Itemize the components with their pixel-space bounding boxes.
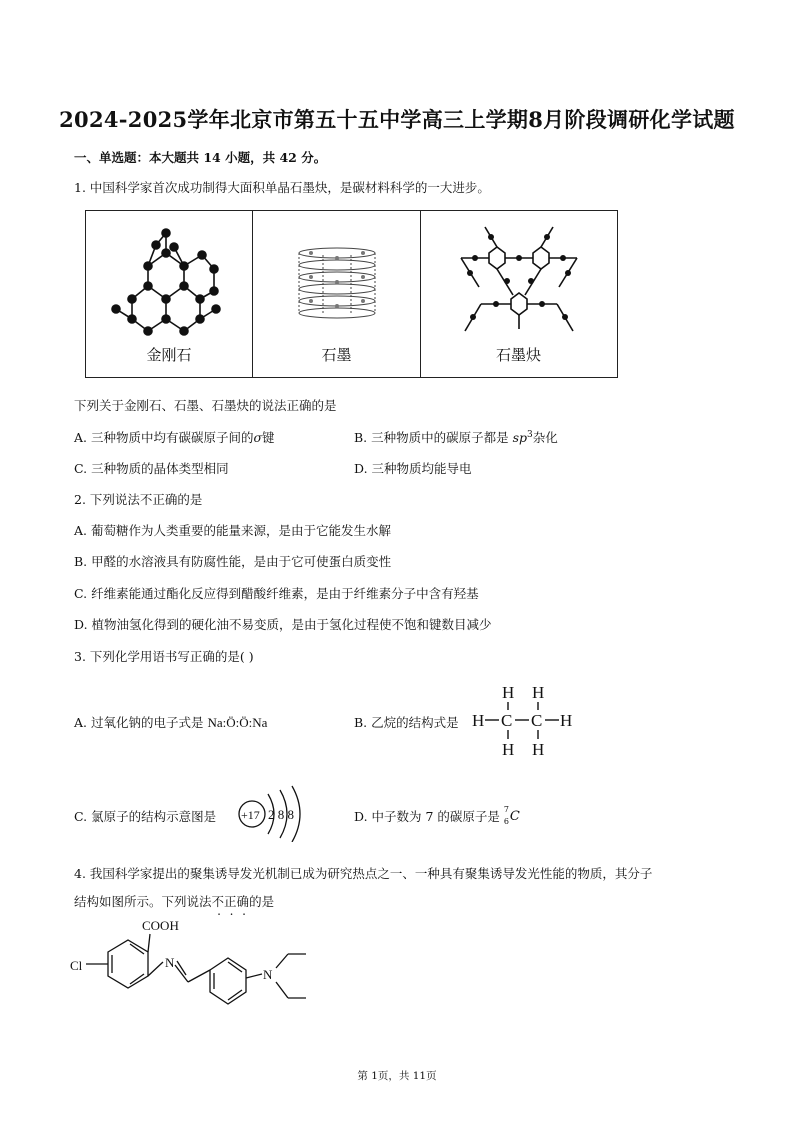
q1-b-text: B. 三种物质中的碳原子都是 <box>354 430 513 445</box>
graphite-panel <box>252 211 420 377</box>
emphasis-char-2: 正 <box>224 894 237 909</box>
ethane-h4: H <box>560 711 573 730</box>
diamond-structure-image <box>86 211 252 351</box>
q3-stem: 3. 下列化学用语书写正确的是( ) <box>74 649 254 664</box>
graphyne-panel <box>420 211 616 377</box>
q3-option-c: C. 氯原子的结构示意图是 <box>74 809 217 824</box>
diamond-panel <box>86 211 252 377</box>
ethane-h1: H <box>502 683 515 702</box>
graphite-structure-image <box>253 211 421 351</box>
isotope-mass: 7 <box>503 804 509 814</box>
sodium-peroxide-formula: Na:Ö:Ö:Na <box>207 715 268 730</box>
graphyne-structure-image <box>421 211 617 351</box>
chlorine-nucleus: +17 <box>241 808 260 822</box>
imine-nitrogen: N <box>165 955 175 970</box>
chlorine-label: Cl <box>70 958 83 973</box>
q3-a-text: A. 过氧化钠的电子式是 <box>74 715 208 730</box>
chlorine-shells: 2 8 8 <box>268 807 294 822</box>
q3-option-b: B. 乙烷的结构式是 <box>354 715 459 730</box>
sp-superscript: 3 <box>527 429 533 440</box>
q1-a-tail: 键 <box>262 430 275 445</box>
sp-symbol: sp <box>512 430 528 445</box>
q4-stem-line1: 4. 我国科学家提出的聚集诱导发光机制已成为研究热点之一、一种具有聚集诱导发光性能的物质，其分子 <box>74 866 653 881</box>
carbon-isotope <box>503 804 524 826</box>
q1-b-tail: 杂化 <box>532 430 558 445</box>
q2-option-d: D. 植物油氢化得到的硬化油不易变质，是由于氢化过程使不饱和键数目减少 <box>74 617 492 632</box>
emphasis-char-1: 不 <box>211 894 225 909</box>
q1-option-a <box>74 428 275 446</box>
q1-option-d: D. 三种物质均能导电 <box>354 461 472 476</box>
q1-a-text: A. 三种物质中均有碳碳原子间的 <box>74 430 254 445</box>
q4-stem-part2: 的是 <box>249 894 275 909</box>
q3-option-d <box>354 804 524 826</box>
emphasis-char-3: 确 <box>236 894 250 909</box>
molecule-structure-image <box>70 910 340 1020</box>
q1-option-c: C. 三种物质的晶体类型相同 <box>74 461 229 476</box>
q4-stem-line2 <box>74 892 274 910</box>
q2-option-c: C. 纤维素能通过酯化反应得到醋酸纤维素，是由于纤维素分子中含有羟基 <box>74 586 479 601</box>
q1-option-b <box>354 428 558 446</box>
ethane-h5: H <box>502 740 515 759</box>
ethane-structural-formula <box>468 680 578 760</box>
q2-option-b: B. 甲醛的水溶液具有防腐性能，是由于它可使蛋白质变性 <box>74 554 392 569</box>
q3-option-a <box>74 713 267 731</box>
section-heading: 一、单选题：本大题共 14 小题，共 42 分。 <box>74 150 327 165</box>
isotope-number: 6 <box>503 816 509 826</box>
ethane-c1: C <box>501 711 513 730</box>
cooh-group: COOH <box>142 918 179 933</box>
q1-stem: 1. 中国科学家首次成功制得大面积单晶石墨炔，是碳材料科学的一大进步。 <box>74 180 490 195</box>
graphite-caption: 石墨 <box>321 346 352 364</box>
q3-d-text: D. 中子数为 7 的碳原子是 <box>354 809 504 824</box>
q2-option-a: A. 葡萄糖作为人类重要的能量来源，是由于它能发生水解 <box>74 523 391 538</box>
isotope-symbol: C <box>509 808 520 824</box>
q4-stem-part1: 结构如图所示。下列说法 <box>74 894 212 909</box>
q1-question: 下列关于金刚石、石墨、石墨炔的说法正确的是 <box>74 398 337 413</box>
page-title: 2024-2025学年北京市第五十五中学高三上学期8月阶段调研化学试题 <box>59 107 735 132</box>
q2-stem: 2. 下列说法不正确的是 <box>74 492 203 507</box>
graphyne-caption: 石墨炔 <box>495 346 541 364</box>
ethane-h2: H <box>532 683 545 702</box>
diamond-caption: 金刚石 <box>146 346 192 364</box>
ethane-h3: H <box>472 711 485 730</box>
sigma-symbol: σ <box>253 430 263 445</box>
chlorine-atom-diagram <box>232 782 312 842</box>
carbon-structures-figure <box>85 210 618 378</box>
amine-nitrogen: N <box>263 967 273 982</box>
page-footer: 第 1页，共 11页 <box>357 1070 437 1082</box>
ethane-c2: C <box>531 711 543 730</box>
ethane-h6: H <box>532 740 545 759</box>
